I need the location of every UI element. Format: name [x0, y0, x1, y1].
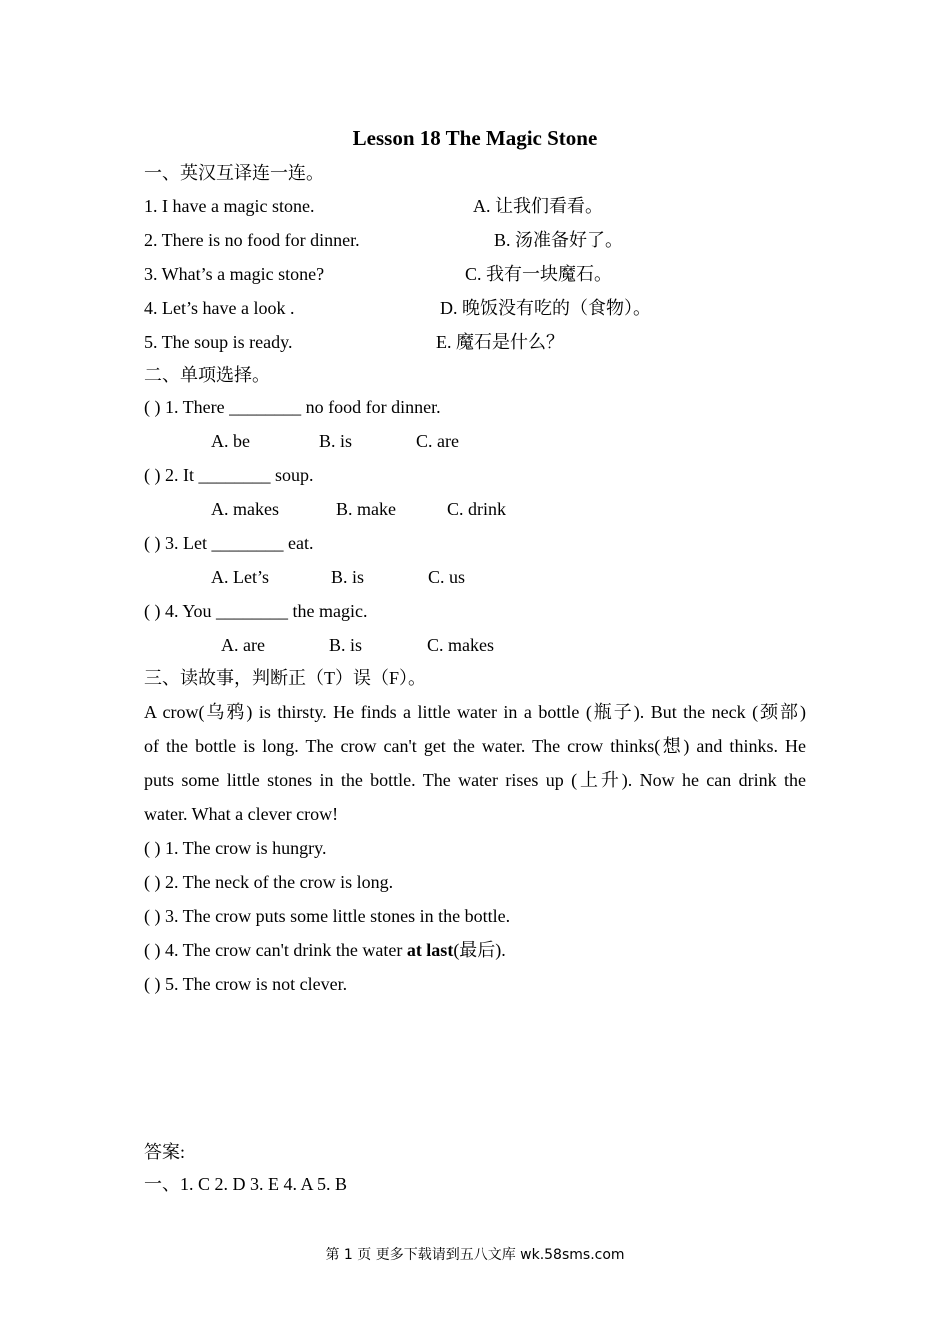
- match-item-2-en: 2. There is no food for dinner.: [144, 230, 360, 250]
- choice-4-option-a: A. are: [221, 635, 265, 655]
- section3-heading: 三、读故事，判断正（T）误（F）。: [144, 668, 427, 688]
- tf-statement-4-post: (最后).: [453, 940, 506, 960]
- choice-1-option-c: C. are: [416, 431, 459, 451]
- match-item-4-en: 4. Let’s have a look .: [144, 298, 295, 318]
- page-footer: 第 1 页 更多下载请到五八文库 wk.58sms.com: [325, 1247, 625, 1263]
- passage-line-3: puts some little stones in the bottle. The water rises up (上升). Now he can drink the: [144, 770, 806, 790]
- match-item-3-zh: C. 我有一块魔石。: [465, 264, 613, 284]
- choice-question-4: ( ) 4. You ________ the magic.: [144, 601, 368, 621]
- match-item-4-zh: D. 晚饭没有吃的（食物）。: [440, 298, 651, 318]
- passage-line-2: of the bottle is long. The crow can't get the water. The crow thinks(想) and thinks. He: [144, 736, 806, 756]
- choice-2-option-a: A. makes: [211, 499, 279, 519]
- tf-statement-3: ( ) 3. The crow puts some little stones in the bottle.: [144, 906, 511, 926]
- choice-2-option-c: C. drink: [447, 499, 507, 519]
- lesson-title: Lesson 18 The Magic Stone: [352, 126, 598, 150]
- tf-statement-4-pre: ( ) 4. The crow can't drink the water: [144, 940, 407, 960]
- tf-statement-1: ( ) 1. The crow is hungry.: [144, 838, 327, 858]
- match-item-2-zh: B. 汤准备好了。: [494, 230, 624, 250]
- choice-2-option-b: B. make: [336, 499, 396, 519]
- answers-line-1: 一、1. C 2. D 3. E 4. A 5. B: [144, 1174, 348, 1194]
- choice-question-3: ( ) 3. Let ________ eat.: [144, 533, 314, 553]
- passage-line-4: water. What a clever crow!: [144, 804, 339, 824]
- choice-3-option-c: C. us: [428, 567, 466, 587]
- match-item-1-en: 1. I have a magic stone.: [144, 196, 315, 216]
- section1-heading: 一、英汉互译连一连。: [144, 163, 324, 183]
- passage-line-1: A crow(乌鸦) is thirsty. He finds a little water in a bottle (瓶子). But the neck (颈部): [144, 702, 806, 722]
- choice-1-option-b: B. is: [319, 431, 353, 451]
- choice-question-1: ( ) 1. There ________ no food for dinner.: [144, 397, 441, 417]
- choice-3-option-a: A. Let’s: [211, 567, 269, 587]
- choice-3-option-b: B. is: [331, 567, 365, 587]
- tf-statement-2: ( ) 2. The neck of the crow is long.: [144, 872, 394, 892]
- choice-4-option-c: C. makes: [427, 635, 494, 655]
- tf-statement-4-bold: at last: [406, 940, 454, 960]
- answers-heading: 答案:: [144, 1142, 186, 1162]
- tf-statement-5: ( ) 5. The crow is not clever.: [144, 974, 348, 994]
- match-item-1-zh: A. 让我们看看。: [473, 196, 603, 216]
- choice-4-option-b: B. is: [329, 635, 363, 655]
- match-item-5-zh: E. 魔石是什么？: [436, 332, 564, 352]
- match-item-5-en: 5. The soup is ready.: [144, 332, 293, 352]
- choice-question-2: ( ) 2. It ________ soup.: [144, 465, 314, 485]
- section2-heading: 二、单项选择。: [144, 365, 270, 385]
- choice-1-option-a: A. be: [211, 431, 250, 451]
- match-item-3-en: 3. What’s a magic stone?: [144, 264, 325, 284]
- tf-statement-4: [144, 939, 506, 961]
